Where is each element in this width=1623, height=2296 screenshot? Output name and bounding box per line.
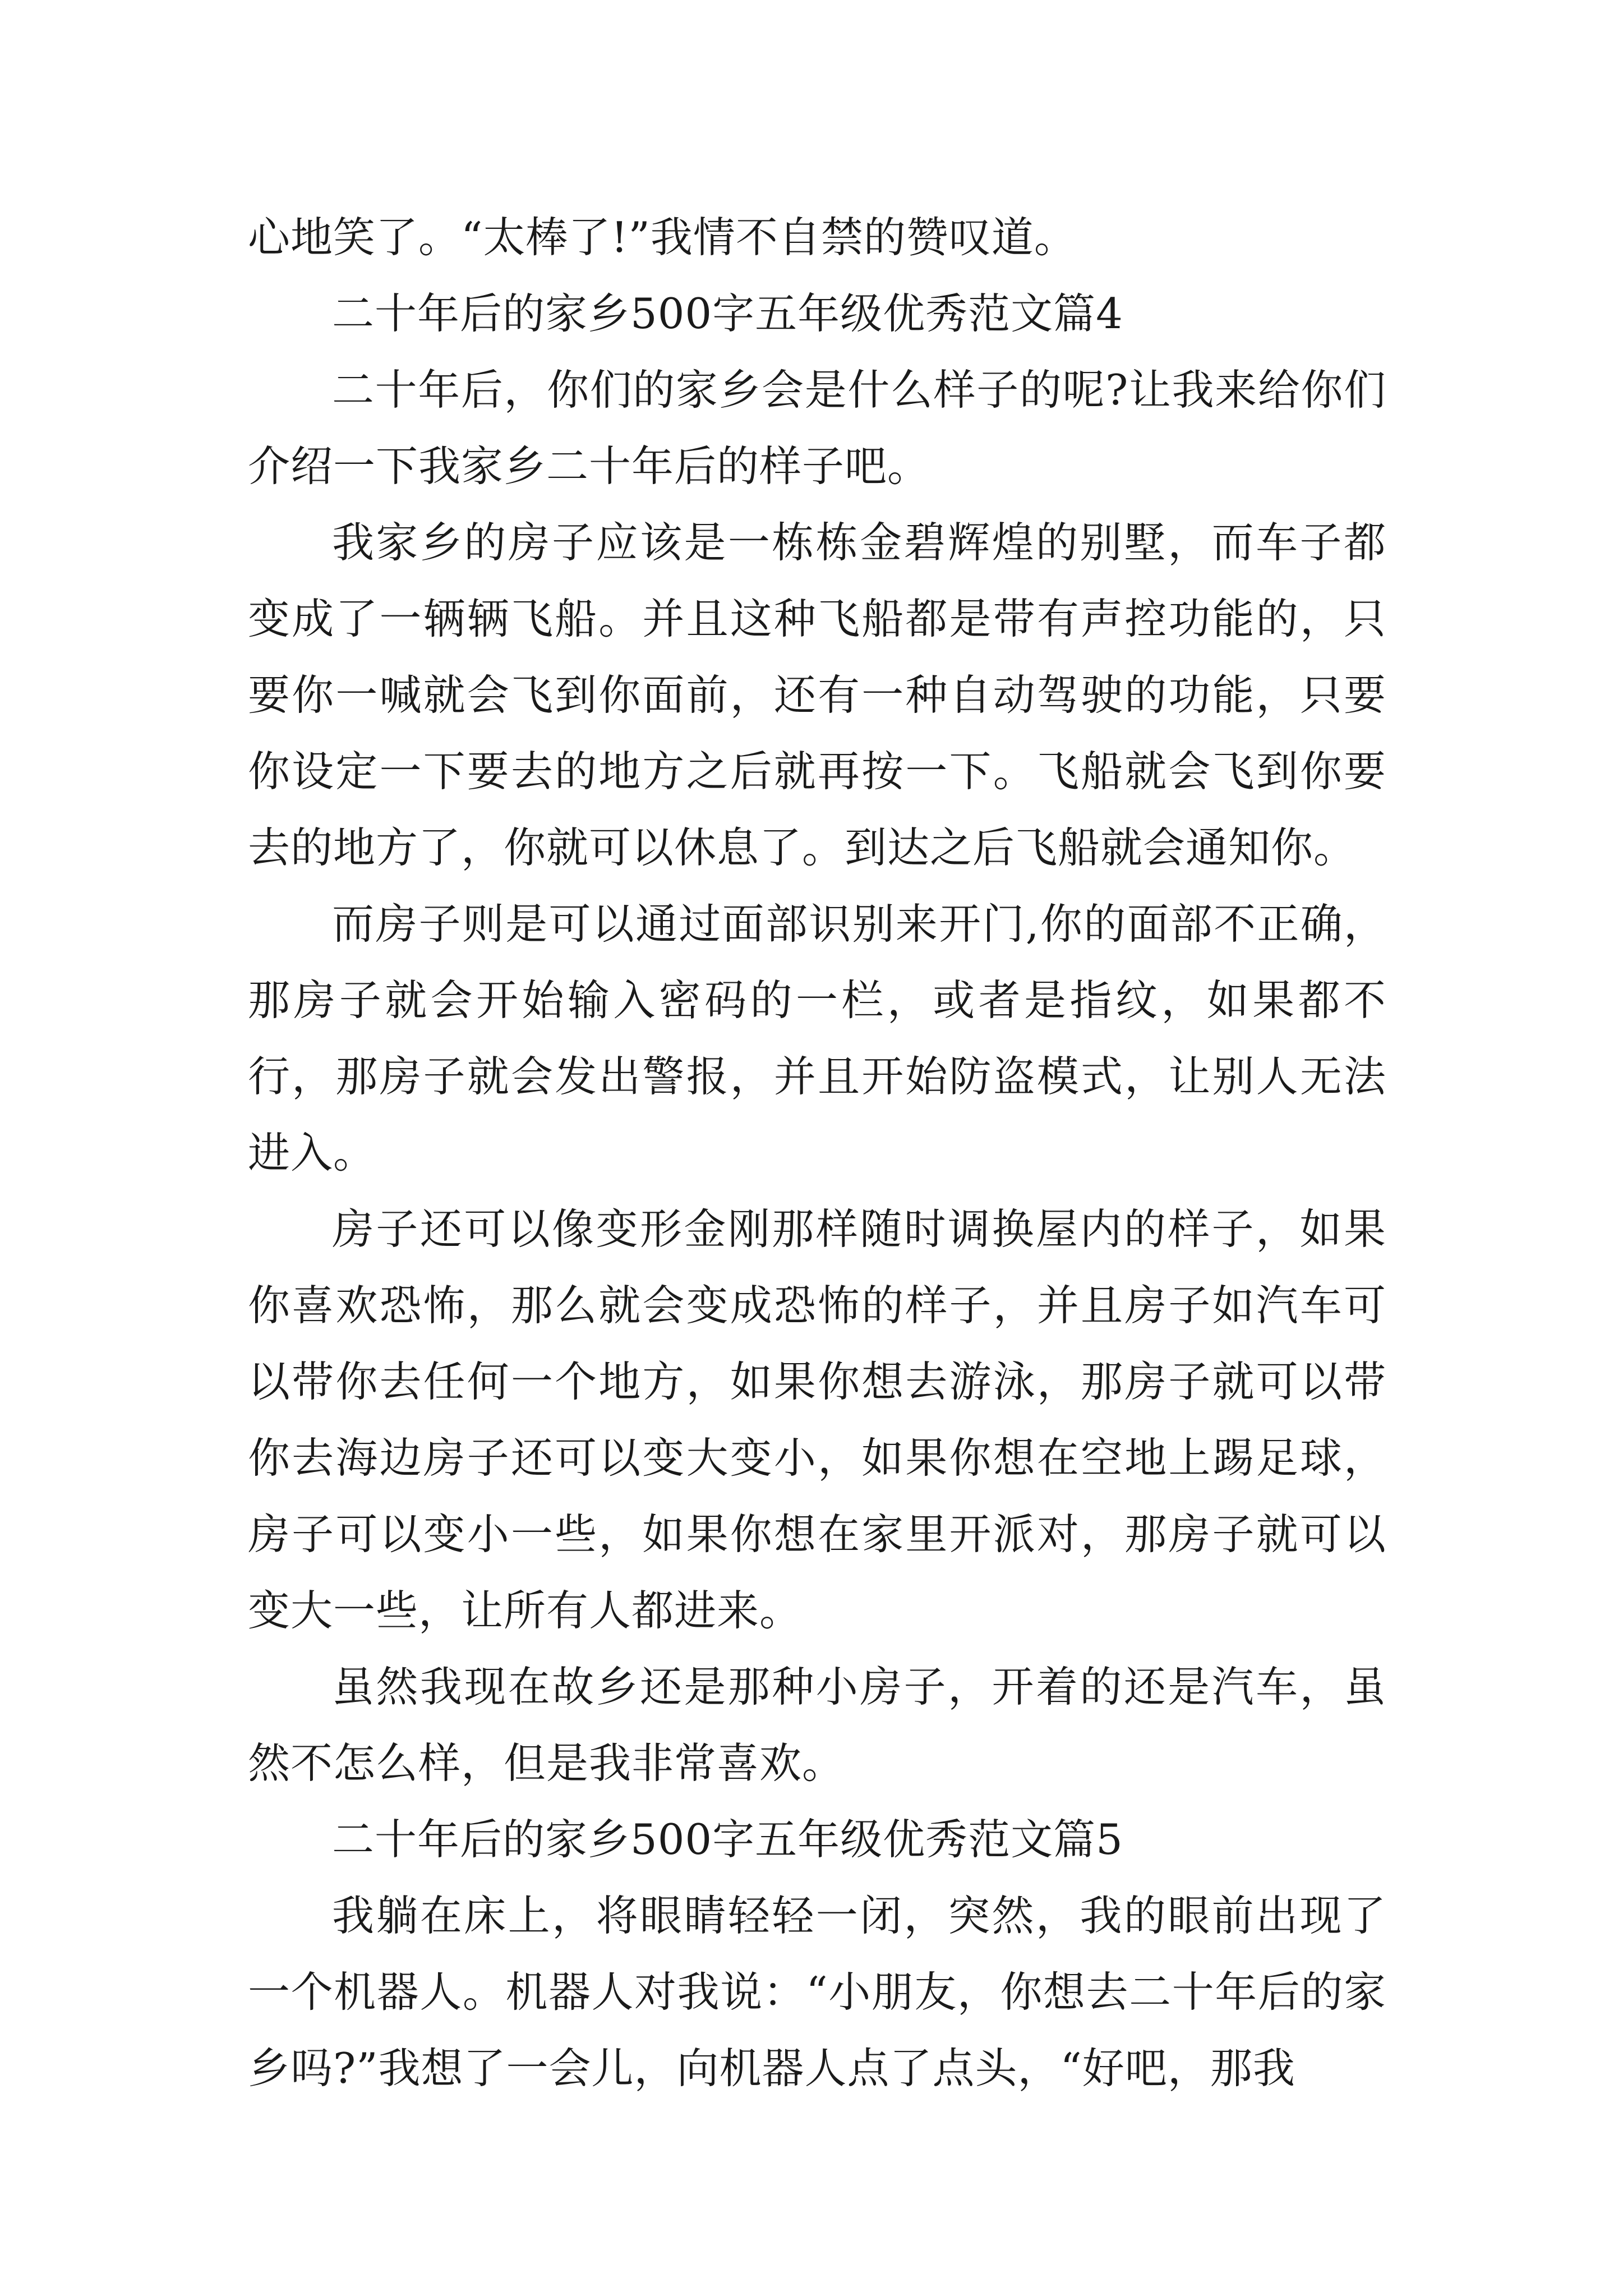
paragraph-robot-dream: 我躺在床上，将眼睛轻轻一闭，突然，我的眼前出现了一个机器人。机器人对我说：“小朋友，你想去二十年后的家乡吗?”我想了一会儿，向机器人点了点头，“好吧，那我 (248, 1891, 1386, 2093)
paragraph-continuation: 心地笑了。“太棒了!”我情不自禁的赞叹道。 (248, 213, 1077, 262)
section-heading-5: 二十年后的家乡500字五年级优秀范文篇5 (332, 1815, 1123, 1864)
section-heading-4: 二十年后的家乡500字五年级优秀范文篇4 (332, 289, 1123, 338)
paragraph-houses-and-spaceships: 我家乡的房子应该是一栋栋金碧辉煌的别墅，而车子都变成了一辆辆飞船。并且这种飞船都是带有声控功能的，只要你一喊就会飞到你面前，还有一种自动驾驶的功能，只要你设定一下要去的地方之后就再按一下。飞船就会飞到你要去的地方了，你就可以休息了。到达之后飞船就会通知你。 (248, 518, 1386, 872)
paragraph-transforming-house: 房子还可以像变形金刚那样随时调换屋内的样子，如果你喜欢恐怖，那么就会变成恐怖的样子，并且房子如汽车可以带你去任何一个地方，如果你想去游泳，那房子就可以带你去海边房子还可以变大变小，如果你想在空地上踢足球，房子可以变小一些，如果你想在家里开派对，那房子就可以变大一些，让所有人都进来。 (248, 1204, 1386, 1635)
paragraph-intro: 二十年后，你们的家乡会是什么样子的呢?让我来给你们介绍一下我家乡二十年后的样子吧。 (248, 365, 1386, 491)
paragraph-face-recognition: 而房子则是可以通过面部识别来开门,你的面部不正确，那房子就会开始输入密码的一栏，或者是指纹，如果都不行，那房子就会发出警报，并且开始防盗模式，让别人无法进入。 (248, 899, 1386, 1177)
document-body (248, 199, 1386, 2106)
paragraph-conclusion: 虽然我现在故乡还是那种小房子，开着的还是汽车，虽然不怎么样，但是我非常喜欢。 (248, 1662, 1386, 1788)
